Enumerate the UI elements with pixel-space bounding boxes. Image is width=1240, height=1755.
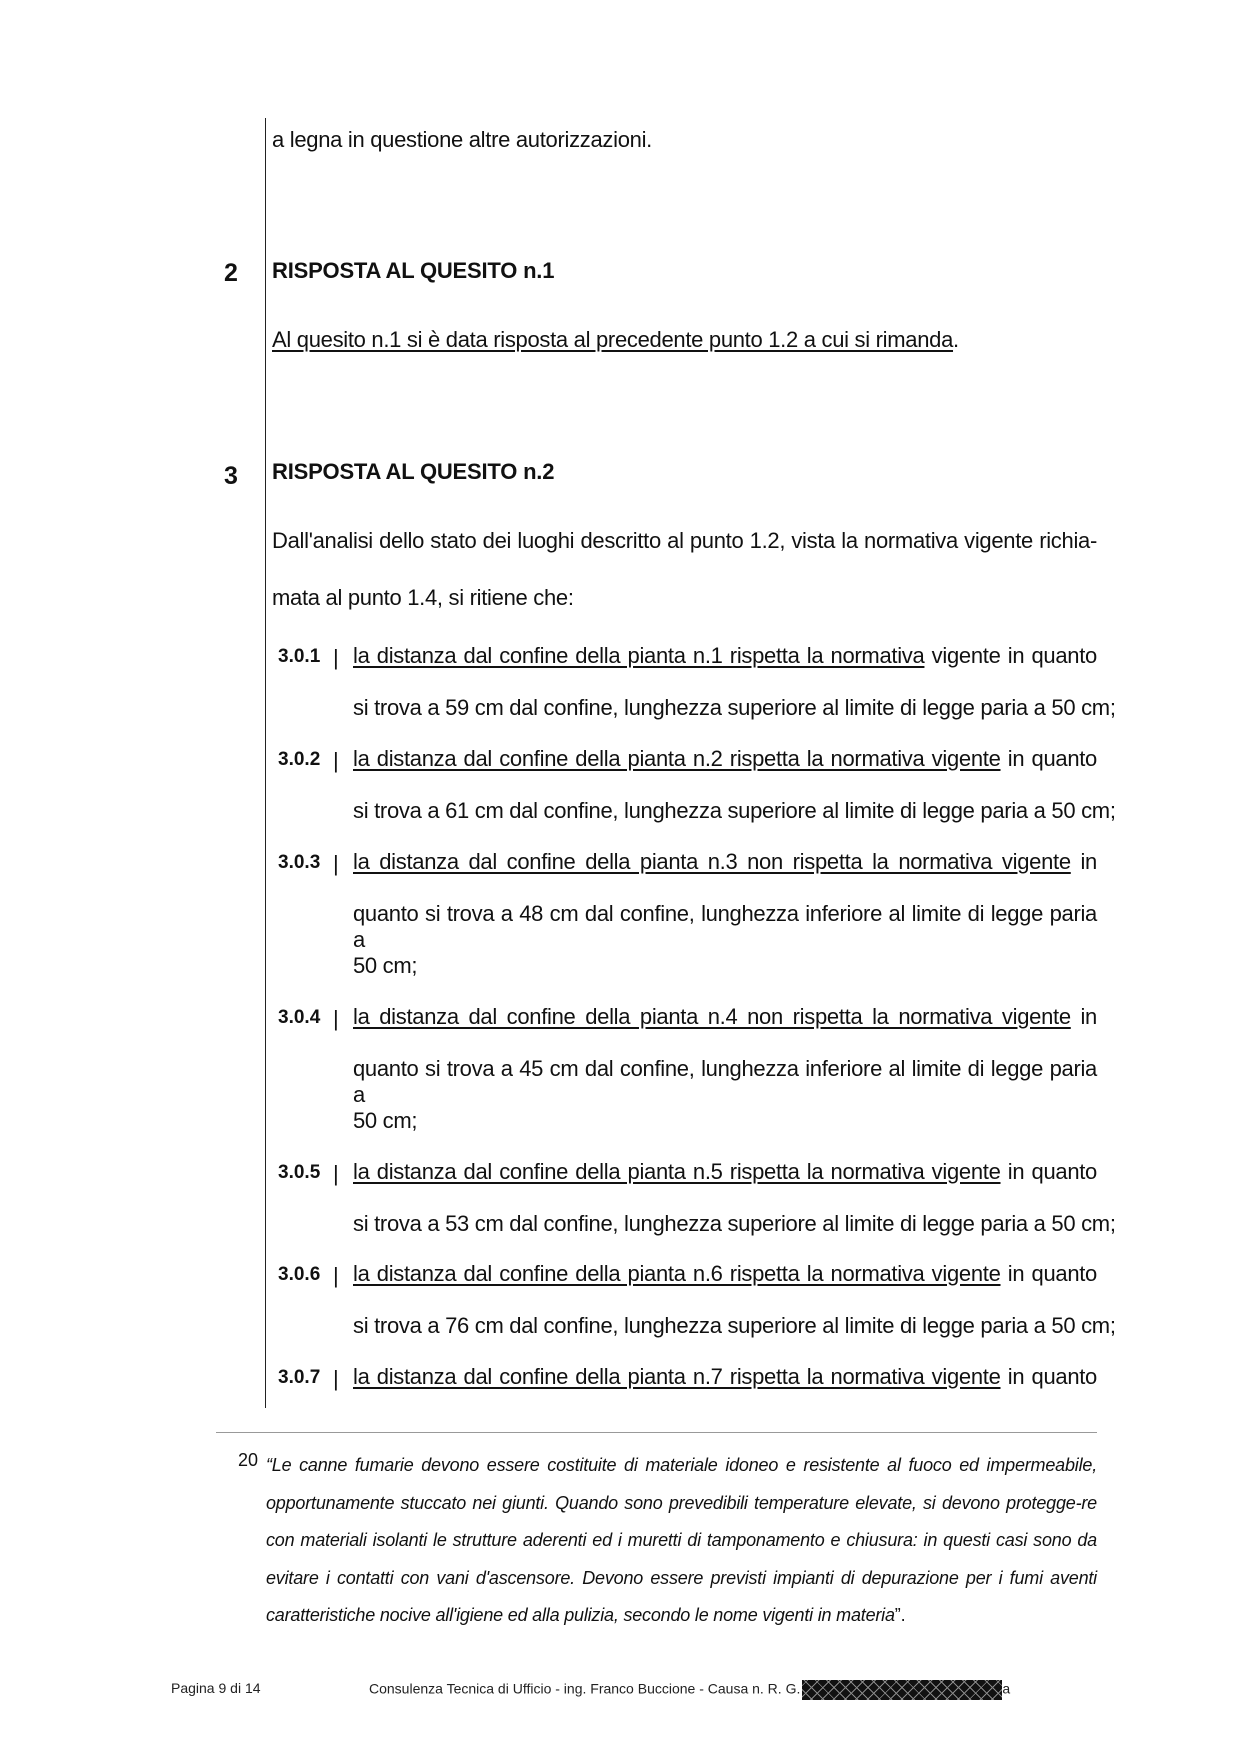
footer-reference bbox=[369, 1680, 1010, 1700]
item-line bbox=[353, 1364, 1097, 1390]
item-number: 3.0.4 bbox=[278, 1007, 321, 1028]
underlined-text: la distanza dal confine della pianta n.3 non rispetta la normativa vigente bbox=[353, 849, 1071, 874]
item-tail: in quanto bbox=[1000, 746, 1097, 771]
item-line bbox=[353, 849, 1097, 875]
section-paragraph bbox=[272, 327, 959, 353]
underlined-text: la distanza dal confine della pianta n.2 rispetta la normativa vigente bbox=[353, 746, 1001, 771]
item-line: si trova a 61 cm dal confine, lunghezza superiore al limite di legge paria a 50 cm; bbox=[353, 798, 1116, 823]
item-line: si trova a 76 cm dal confine, lunghezza superiore al limite di legge paria a 50 cm; bbox=[353, 1313, 1116, 1338]
section-number: 3 bbox=[224, 462, 238, 490]
intro-line: mata al punto 1.4, si ritiene che: bbox=[272, 585, 574, 610]
item-number: 3.0.6 bbox=[278, 1264, 321, 1285]
underlined-text: la distanza dal confine della pianta n.7 rispetta la normativa vigente bbox=[353, 1364, 1001, 1389]
item-tail: in quanto bbox=[1000, 1159, 1097, 1184]
item-number: 3.0.3 bbox=[278, 852, 321, 873]
item-tail: in quanto bbox=[1000, 1261, 1097, 1286]
underlined-text: la distanza dal confine della pianta n.4 non rispetta la normativa vigente bbox=[353, 1004, 1071, 1029]
item-line bbox=[353, 1004, 1097, 1030]
item-line bbox=[353, 1159, 1097, 1185]
item-line: 50 cm; bbox=[353, 1108, 418, 1133]
section-number: 2 bbox=[224, 259, 238, 287]
item-separator: | bbox=[333, 851, 339, 876]
item-number: 3.0.7 bbox=[278, 1367, 321, 1388]
item-separator: | bbox=[333, 1366, 339, 1391]
footnote-number: 20 bbox=[238, 1450, 259, 1470]
underlined-text: la distanza dal confine della pianta n.1 rispetta la normativa bbox=[353, 643, 925, 668]
item-separator: | bbox=[333, 1161, 339, 1186]
redaction-block bbox=[802, 1680, 1002, 1700]
page-number: Pagina 9 di 14 bbox=[171, 1680, 261, 1696]
footnote-separator bbox=[216, 1432, 1097, 1433]
item-separator: | bbox=[333, 1263, 339, 1288]
item-tail: in quanto bbox=[1000, 1364, 1097, 1389]
underlined-text: la distanza dal confine della pianta n.5 rispetta la normativa vigente bbox=[353, 1159, 1001, 1184]
item-tail: in bbox=[1070, 849, 1097, 874]
item-line: si trova a 59 cm dal confine, lunghezza superiore al limite di legge paria a 50 cm; bbox=[353, 695, 1116, 720]
item-separator: | bbox=[333, 1006, 339, 1031]
item-line: quanto si trova a 48 cm dal confine, lunghezza inferiore al limite di legge paria a bbox=[353, 901, 1097, 952]
item-number: 3.0.2 bbox=[278, 749, 321, 770]
item-number: 3.0.5 bbox=[278, 1162, 321, 1183]
item-separator: | bbox=[333, 645, 339, 670]
footer-tail: a bbox=[1002, 1680, 1011, 1697]
section-heading: RISPOSTA AL QUESITO n.2 bbox=[272, 459, 555, 484]
footnote-body: “Le canne fumarie devono essere costituite di materiale idoneo e resistente al fuoco ed impermeabile, opportunamente stuccato nei giunti. Quando sono prevedibili temperature elevate, si devono protegge-re con materiali isolanti le strutture aderenti ed i muretti di tamponamento e chiusura: in questi casi sono da evitare i contatti con vani d'ascensore. Devono essere previsti impianti di depurazione per i fumi aventi caratteristiche nocive all'igiene ed alla pulizia, secondo le nome vigenti in materia bbox=[266, 1455, 1097, 1625]
continuation-line: a legna in questione altre autorizzazioni. bbox=[272, 127, 652, 152]
footer-text: Consulenza Tecnica di Ufficio - ing. Franco Buccione - Causa n. R. G. bbox=[369, 1680, 801, 1697]
item-line bbox=[353, 643, 1097, 669]
intro-line: Dall'analisi dello stato dei luoghi descritto al punto 1.2, vista la normativa vigente richia- bbox=[272, 528, 1097, 553]
item-line: quanto si trova a 45 cm dal confine, lunghezza inferiore al limite di legge paria a bbox=[353, 1056, 1097, 1107]
footnote-text bbox=[266, 1447, 1097, 1635]
item-line bbox=[353, 746, 1097, 772]
section-heading: RISPOSTA AL QUESITO n.1 bbox=[272, 258, 555, 283]
item-line bbox=[353, 1261, 1097, 1287]
paragraph-tail: . bbox=[953, 327, 959, 352]
item-number: 3.0.1 bbox=[278, 646, 321, 667]
margin-rule bbox=[265, 118, 266, 1408]
item-tail: vigente in quanto bbox=[924, 643, 1097, 668]
underlined-text: la distanza dal confine della pianta n.6 rispetta la normativa vigente bbox=[353, 1261, 1001, 1286]
item-tail: in bbox=[1070, 1004, 1097, 1029]
item-line: 50 cm; bbox=[353, 953, 418, 978]
footnote-closing: ”. bbox=[894, 1605, 906, 1625]
item-line: si trova a 53 cm dal confine, lunghezza superiore al limite di legge paria a 50 cm; bbox=[353, 1211, 1116, 1236]
item-separator: | bbox=[333, 748, 339, 773]
underlined-text: Al quesito n.1 si è data risposta al precedente punto 1.2 a cui si rimanda bbox=[272, 327, 954, 352]
